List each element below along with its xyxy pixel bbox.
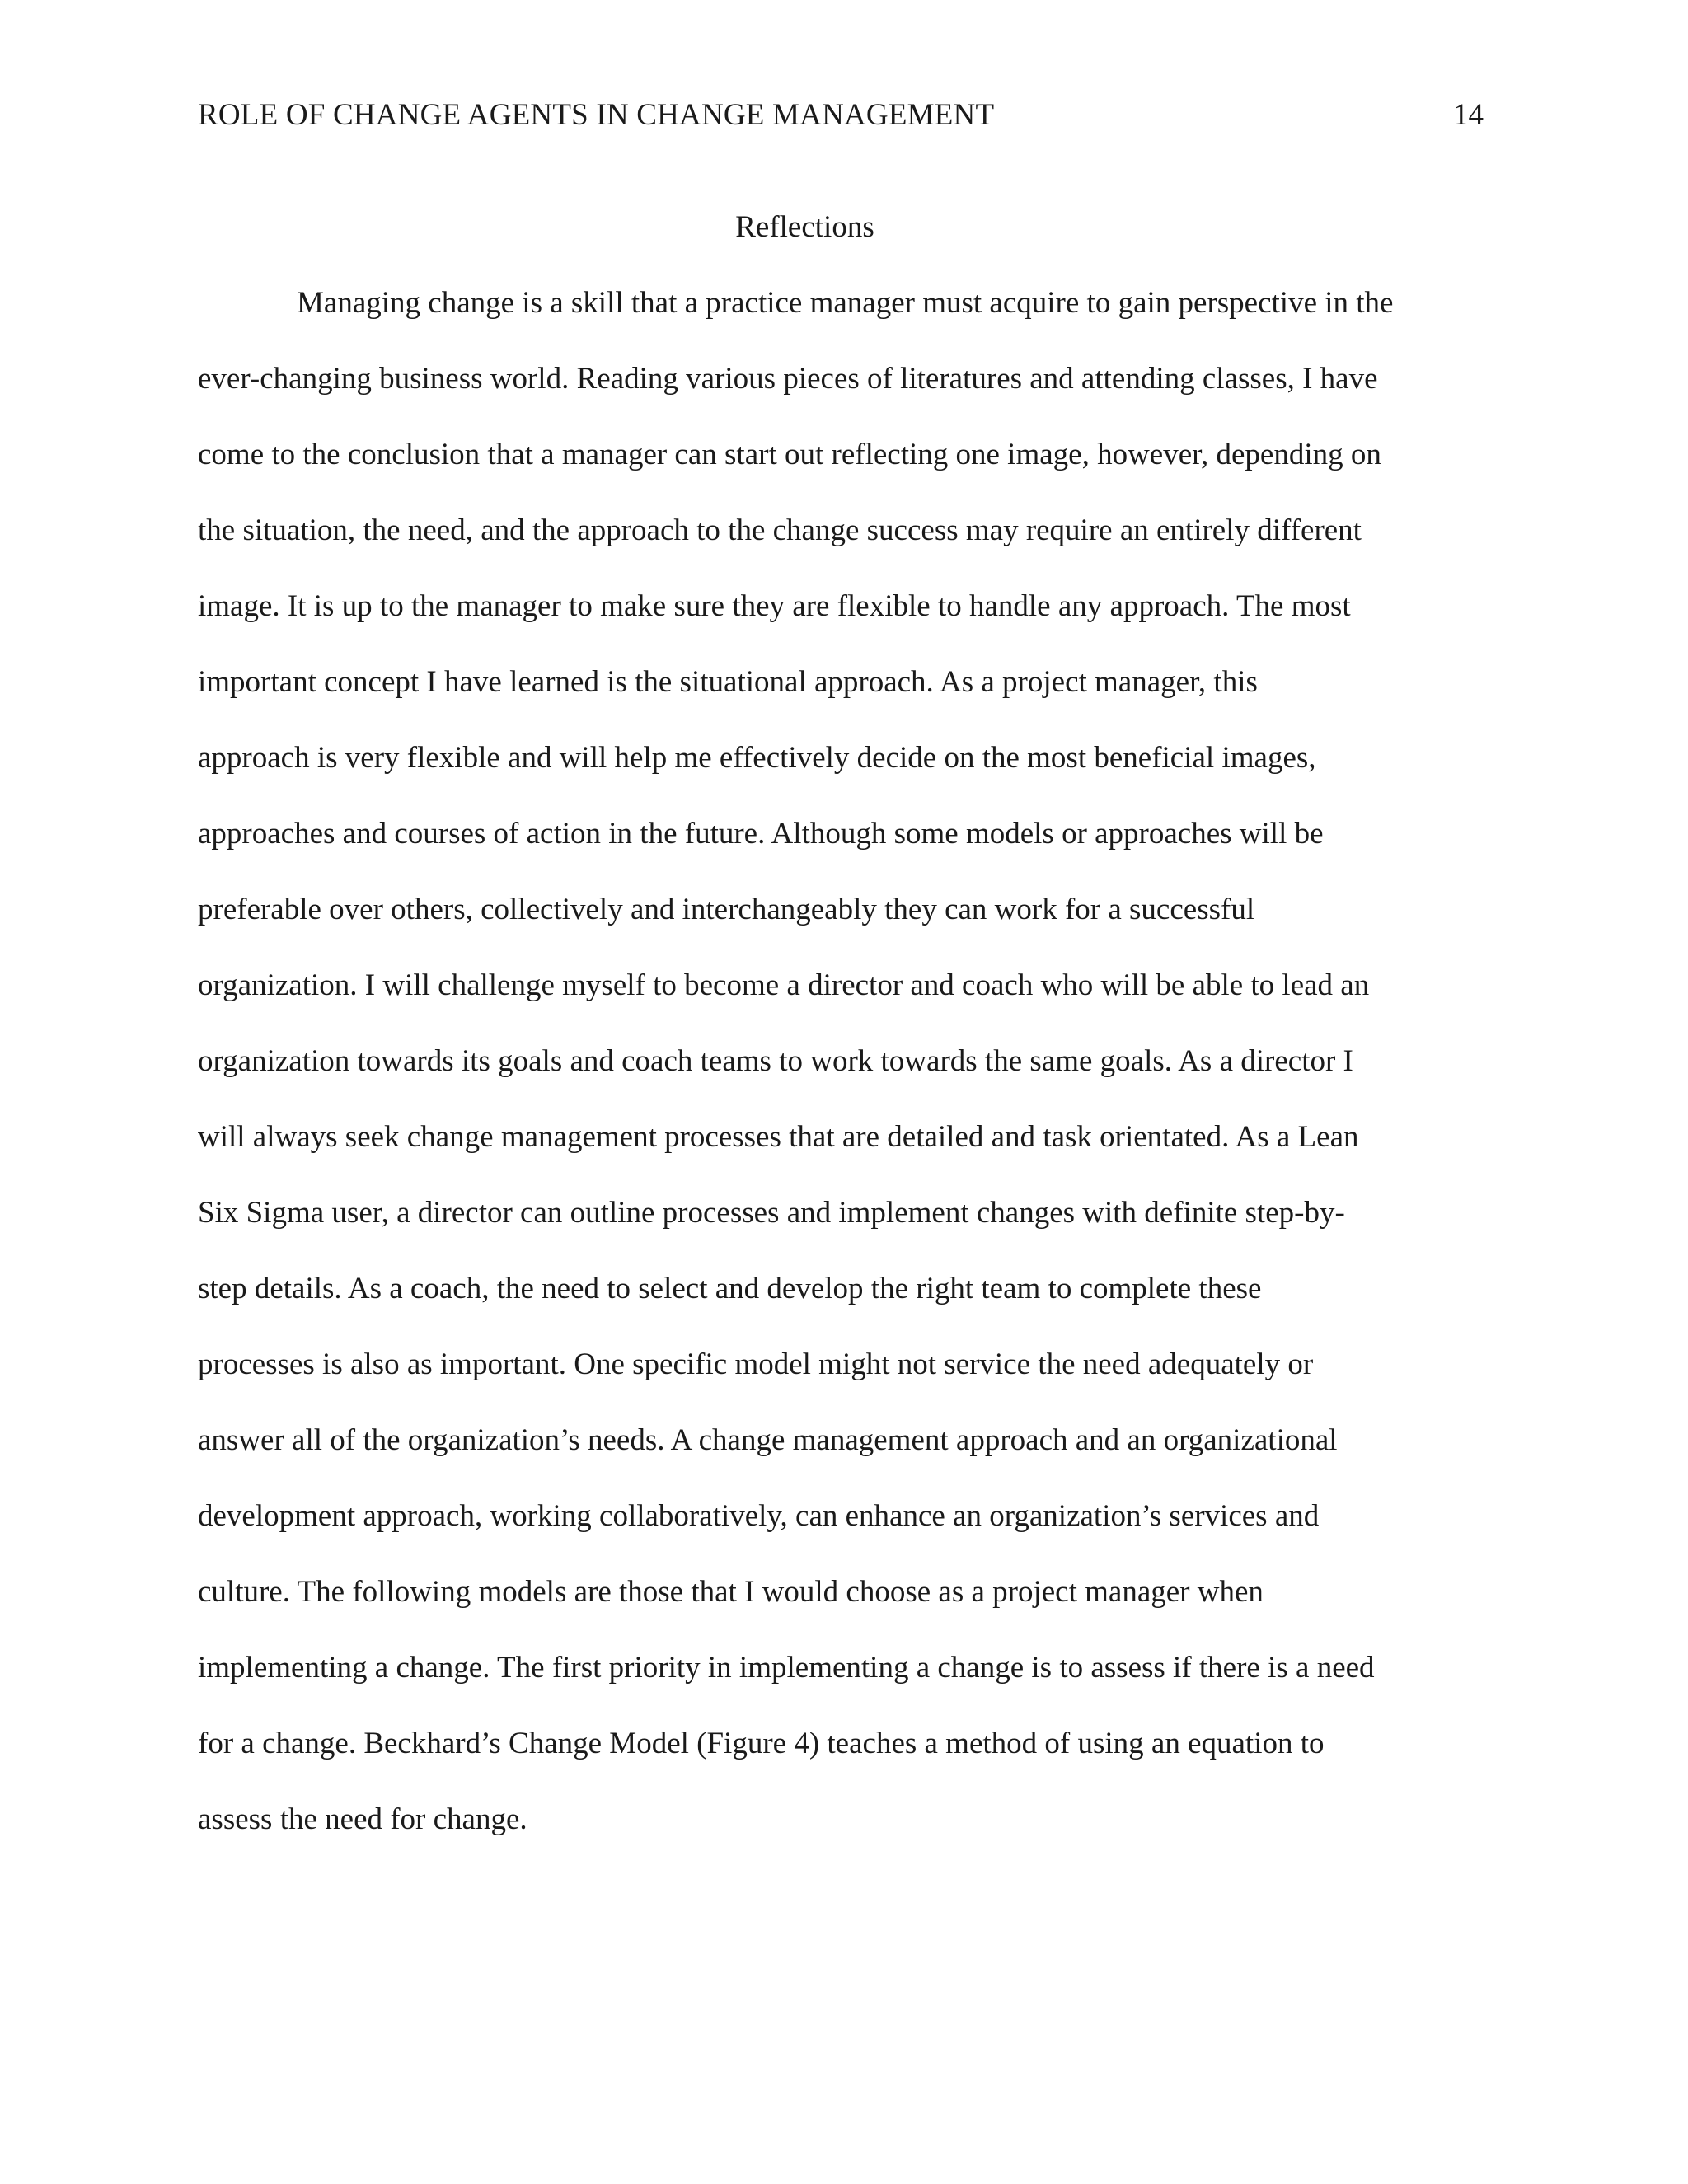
paragraph-line: the situation, the need, and the approach to the change success may require an entirely different [198,513,1362,547]
paragraph-line: Six Sigma user, a director can outline processes and implement changes with definite step-by- [198,1196,1345,1230]
paragraph-line: ever-changing business world. Reading various pieces of literatures and attending classes, I have [198,362,1378,396]
paragraph-line: organization. I will challenge myself to become a director and coach who will be able to lead an [198,968,1370,1002]
body-paragraph [198,285,1492,1877]
paragraph-line: approach is very flexible and will help me effectively decide on the most beneficial images, [198,741,1316,775]
paragraph-line: Managing change is a skill that a practice manager must acquire to gain perspective in the [297,286,1394,320]
section-title: Reflections [735,210,874,244]
paragraph-line: answer all of the organization’s needs. A change management approach and an organizational [198,1423,1338,1457]
page-number: 14 [1453,98,1484,132]
paragraph-line: assess the need for change. [198,1802,528,1836]
paragraph-line: preferable over others, collectively and interchangeably they can work for a successful [198,893,1255,926]
paragraph-line: development approach, working collaboratively, can enhance an organization’s services and [198,1499,1320,1533]
paragraph-line: image. It is up to the manager to make sure they are flexible to handle any approach. The most [198,589,1351,623]
paragraph-line: come to the conclusion that a manager can start out reflecting one image, however, depending on [198,438,1381,471]
paragraph-line: organization towards its goals and coach teams to work towards the same goals. As a director I [198,1044,1353,1078]
paragraph-line: step details. As a coach, the need to select and develop the right team to complete these [198,1272,1262,1305]
paragraph-line: approaches and courses of action in the future. Although some models or approaches will be [198,817,1324,851]
paragraph-line: important concept I have learned is the situational approach. As a project manager, this [198,665,1258,699]
paragraph-line: processes is also as important. One specific model might not service the need adequately or [198,1347,1314,1381]
paragraph-line: culture. The following models are those that I would choose as a project manager when [198,1575,1264,1609]
running-head: ROLE OF CHANGE AGENTS IN CHANGE MANAGEMENT [198,98,995,132]
paragraph-line: implementing a change. The first priority in implementing a change is to assess if there is a need [198,1651,1375,1685]
paragraph-line: for a change. Beckhard’s Change Model (Figure 4) teaches a method of using an equation to [198,1727,1325,1760]
paragraph-line: will always seek change management processes that are detailed and task orientated. As a Lean [198,1120,1359,1154]
